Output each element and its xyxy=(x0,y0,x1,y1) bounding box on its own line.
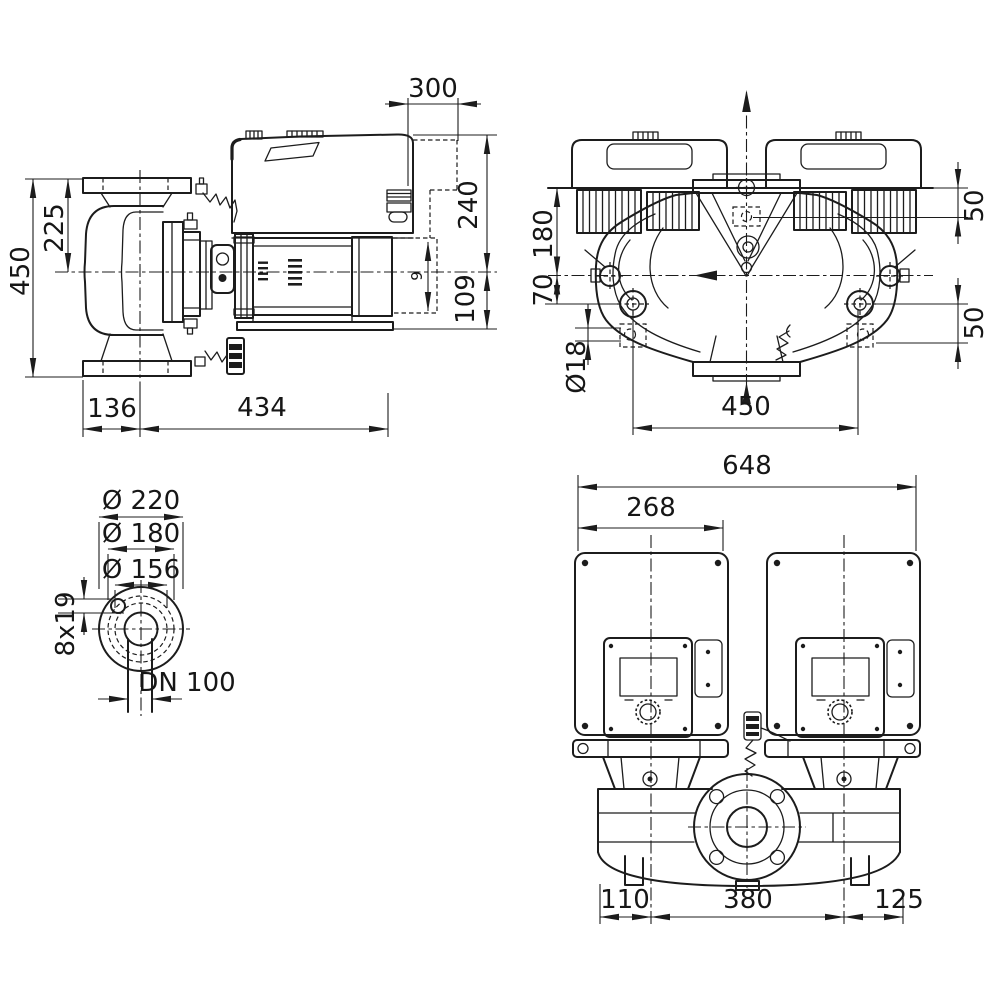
dim-label-bolt-holes: 8x19 xyxy=(51,591,81,657)
dim-label-d220: Ø 220 xyxy=(101,486,181,516)
dim-label-225: 225 xyxy=(40,203,70,253)
dim-label-125: 125 xyxy=(874,885,924,915)
top-view xyxy=(529,90,990,435)
dim-label-d180: Ø 180 xyxy=(101,519,181,549)
flange-view-dimensions xyxy=(51,486,236,699)
display-module-right xyxy=(796,638,884,737)
dim-label-300: 300 xyxy=(408,74,458,104)
dim-label-70: 70 xyxy=(529,273,559,307)
side-view xyxy=(6,74,497,437)
dim-label-110: 110 xyxy=(600,885,650,915)
dim-label-180: 180 xyxy=(529,209,559,259)
front-view-dimensions xyxy=(578,451,924,924)
front-view xyxy=(573,451,924,925)
dim-label-434: 434 xyxy=(237,393,287,423)
dim-label-dn100: DN 100 xyxy=(138,668,236,698)
flange-view xyxy=(51,486,236,716)
cable-coil-bottom xyxy=(205,351,227,362)
dim-label-109: 109 xyxy=(451,274,481,324)
dim-label-450-side: 450 xyxy=(6,246,36,296)
box-terminal-blocks xyxy=(387,190,411,222)
dim-label-136: 136 xyxy=(87,394,137,424)
dim-label-d156: Ø 156 xyxy=(101,555,181,585)
display-module-left xyxy=(604,638,692,737)
top-view-geometry xyxy=(548,90,933,404)
dim-label-dia18: Ø18 xyxy=(562,340,592,394)
dim-label-380: 380 xyxy=(723,885,773,915)
dim-label-50-top: 50 xyxy=(960,189,990,223)
dim-label-268: 268 xyxy=(626,493,676,523)
front-view-geometry xyxy=(573,535,920,925)
dim-label-450-top: 450 xyxy=(721,392,771,422)
dim-label-9: 9 xyxy=(408,271,426,281)
dim-label-50-bottom: 50 xyxy=(960,306,990,340)
dim-label-648: 648 xyxy=(722,451,772,481)
side-view-dimensions xyxy=(6,74,497,437)
dim-label-240: 240 xyxy=(454,180,484,230)
side-view-geometry xyxy=(55,131,497,392)
